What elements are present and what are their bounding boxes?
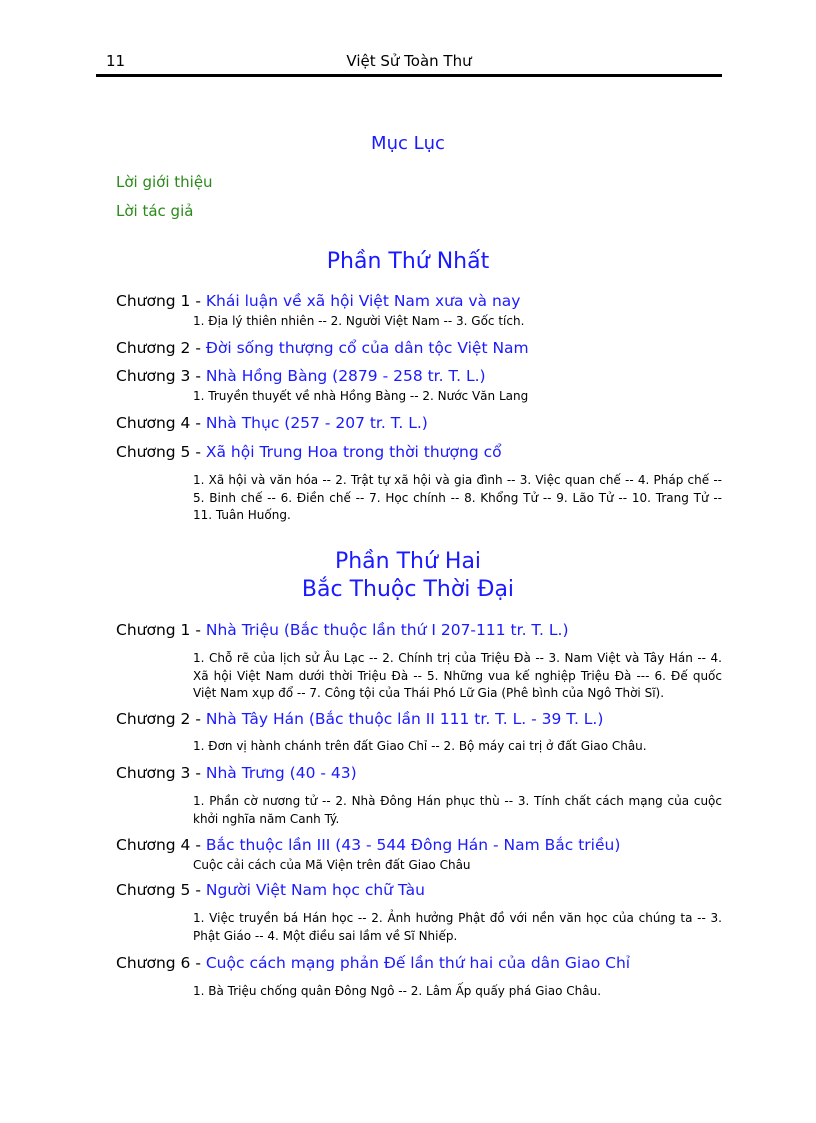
part-1-chapter-3[interactable] [116,367,486,385]
chapter-label: Chương 5 - [116,443,206,461]
part-2-chapter-4[interactable] [116,836,620,854]
chapter-title[interactable]: Bắc thuộc lần III (43 - 544 Đông Hán - Nam Bắc triều) [205,836,621,854]
part-2-chapter-6-subsections: 1. Bà Triệu chống quân Đông Ngô -- 2. Lâm Ấp quấy phá Giao Châu. [193,984,602,998]
chapter-label: Chương 1 - [116,292,206,310]
chapter-label: Chương 2 - [116,339,206,357]
part-1-chapter-1-subsections: 1. Địa lý thiên nhiên -- 2. Người Việt Nam -- 3. Gốc tích. [193,314,525,328]
chapter-title[interactable]: Đời sống thượng cổ của dân tộc Việt Nam [205,339,529,357]
part-2-chapter-1[interactable] [116,621,569,639]
part-1-chapter-1[interactable] [116,292,520,310]
part-1-title[interactable]: Phần Thứ Nhất [326,249,490,274]
page-header [96,50,722,77]
front-matter-author-preface[interactable]: Lời tác giả [116,202,194,220]
chapter-title[interactable]: Cuộc cách mạng phản Đế lần thứ hai của dân Giao Chỉ [205,954,631,972]
chapter-label: Chương 2 - [116,710,206,728]
chapter-label: Chương 1 - [116,621,206,639]
running-title: Việt Sử Toàn Thư [346,52,472,70]
chapter-title[interactable]: Khái luận về xã hội Việt Nam xưa và nay [205,292,521,310]
part-2-chapter-2-subsections: 1. Đơn vị hành chánh trên đất Giao Chỉ -- 2. Bộ máy cai trị ở đất Giao Châu. [193,739,647,753]
part-1-chapter-5[interactable] [116,443,502,461]
part-2-chapter-6[interactable] [116,954,630,972]
part-2-chapter-5-subsections: 1. Việc truyền bá Hán học -- 2. Ảnh hưởng Phật đồ với nền văn học của chúng ta -- 3. Phật Giáo -- 4. Một điều sai lầm về Sĩ Nhiếp. [193,911,722,943]
part-1-chapter-3-subsections: 1. Truyền thuyết về nhà Hồng Bàng -- 2. Nước Văn Lang [193,389,529,403]
part-2-chapter-1-subsections: 1. Chỗ rẽ của lịch sử Âu Lạc -- 2. Chính trị của Triệu Đà -- 3. Nam Việt và Tây Hán -- 4. Xã hội Việt Nam dưới thời Triệu Đà -- 5. Những vua kế nghiệp Triệu Đà --- 6. Đế quốc Việt Nam xụp đổ -- 7. Công tội của Thái Phó Lữ Gia (Phê bình của Ngô Thời Sĩ). [193,651,722,700]
page-number: 11 [106,52,126,70]
chapter-label: Chương 5 - [116,881,206,899]
chapter-title[interactable]: Nhà Trưng (40 - 43) [205,764,357,782]
chapter-title[interactable]: Nhà Tây Hán (Bắc thuộc lần II 111 tr. T. L. - 39 T. L.) [205,710,604,728]
part-2-chapter-3[interactable] [116,764,357,782]
chapter-title[interactable]: Xã hội Trung Hoa trong thời thượng cổ [205,443,502,461]
chapter-title[interactable]: Người Việt Nam học chữ Tàu [205,881,425,899]
chapter-title[interactable]: Nhà Hồng Bàng (2879 - 258 tr. T. L.) [205,367,486,385]
chapter-label: Chương 4 - [116,836,206,854]
part-2-chapter-4-subsections: Cuộc cải cách của Mã Viện trên đất Giao Châu [193,858,471,872]
chapter-label: Chương 3 - [116,764,206,782]
part-2-title[interactable]: Phần Thứ Hai [334,549,482,574]
chapter-title[interactable]: Nhà Triệu (Bắc thuộc lần thứ I 207-111 tr. T. L.) [205,621,569,639]
part-1-chapter-2[interactable] [116,339,529,357]
part-2-chapter-5[interactable] [116,881,425,899]
part-1-chapter-5-subsections: 1. Xã hội và văn hóa -- 2. Trật tự xã hội và gia đình -- 3. Việc quan chế -- 4. Pháp chế -- 5. Binh chế -- 6. Điền chế -- 7. Học chính -- 8. Khổng Tử -- 9. Lão Tử -- 10. Trang Tử -- 11. Tuân Huống. [193,473,722,522]
chapter-label: Chương 6 - [116,954,206,972]
chapter-label: Chương 3 - [116,367,206,385]
toc-title: Mục Lục [371,133,445,154]
part-1-chapter-4[interactable] [116,414,428,432]
chapter-title[interactable]: Nhà Thục (257 - 207 tr. T. L.) [205,414,428,432]
part-2-chapter-2[interactable] [116,710,603,728]
part-2-chapter-3-subsections: 1. Phần cờ nương tử -- 2. Nhà Đông Hán phục thù -- 3. Tính chất cách mạng của cuộc khởi nghĩa năm Canh Tý. [193,794,722,826]
part-2-subtitle[interactable]: Bắc Thuộc Thời Đại [301,577,515,602]
front-matter-introduction[interactable]: Lời giới thiệu [116,173,213,191]
chapter-label: Chương 4 - [116,414,206,432]
